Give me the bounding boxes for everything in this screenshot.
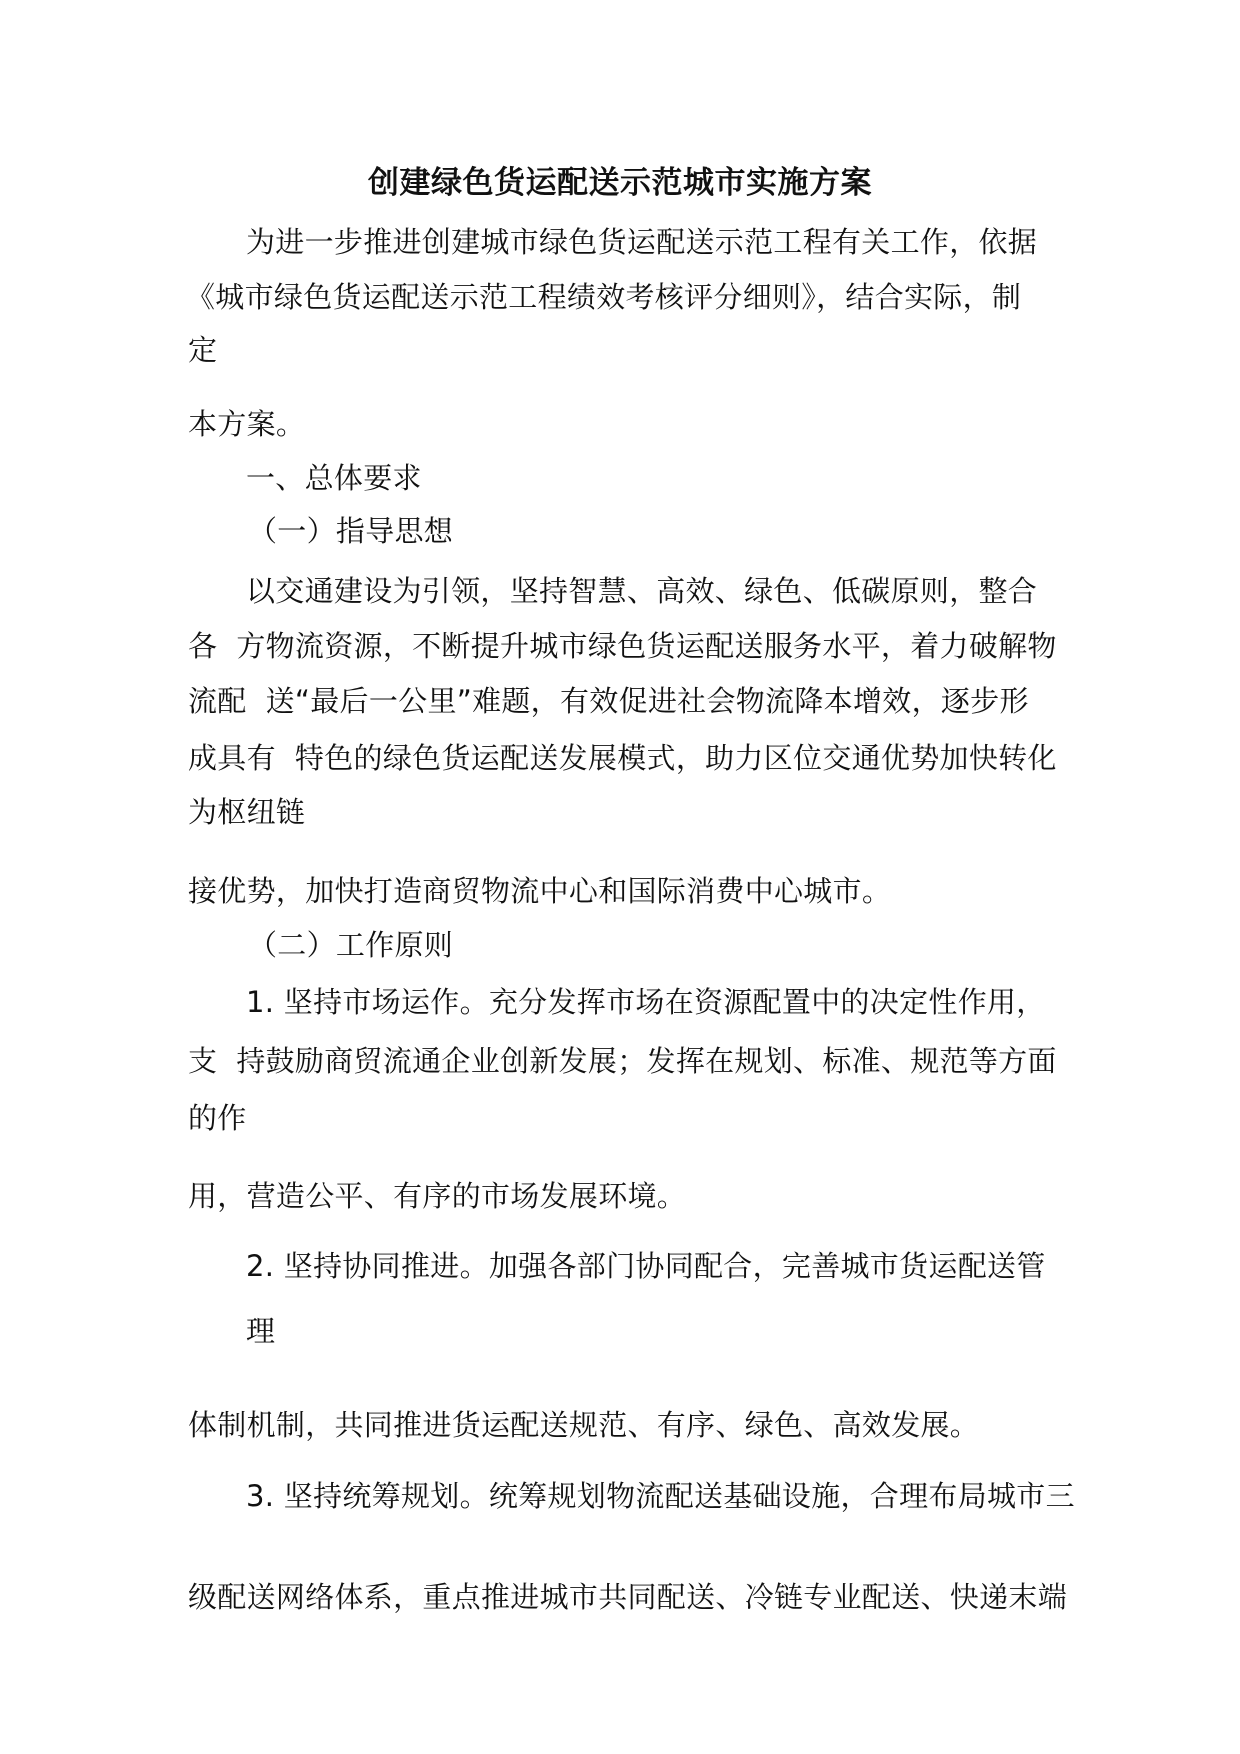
paragraph-line: 定 — [188, 333, 218, 367]
paragraph-line: 支 持鼓励商贸流通企业创新发展；发挥在规划、标准、规范等方面 — [188, 1044, 1057, 1078]
paragraph-line: 各 方物流资源，不断提升城市绿色货运配送服务水平，着力破解物 — [188, 629, 1057, 663]
paragraph-line: 3. 坚持统筹规划。统筹规划物流配送基础设施，合理布局城市三 — [246, 1479, 1075, 1513]
section-heading: 一、总体要求 — [246, 461, 422, 495]
paragraph-line: 体制机制，共同推进货运配送规范、有序、绿色、高效发展。 — [188, 1408, 980, 1442]
paragraph-line: 用，营造公平、有序的市场发展环境。 — [188, 1179, 687, 1213]
paragraph-line: 《城市绿色货运配送示范工程绩效考核评分细则》，结合实际，制 — [186, 280, 1022, 314]
paragraph-line: 以交通建设为引领，坚持智慧、高效、绿色、低碳原则，整合 — [246, 574, 1038, 608]
subsection-heading: （一）指导思想 — [248, 514, 454, 548]
paragraph-line: 流配 送“最后一公里”难题，有效促进社会物流降本增效，逐步形 — [188, 684, 1029, 718]
paragraph-line: 1. 坚持市场运作。充分发挥市场在资源配置中的决定性作用， — [246, 985, 1046, 1019]
document-title: 创建绿色货运配送示范城市实施方案 — [368, 165, 872, 201]
paragraph-line: 理 — [246, 1314, 276, 1348]
paragraph-line: 本方案。 — [188, 407, 306, 441]
paragraph-line: 为枢纽链 — [188, 795, 306, 829]
paragraph-line: 为进一步推进创建城市绿色货运配送示范工程有关工作，依据 — [246, 225, 1038, 259]
paragraph-line: 成具有 特色的绿色货运配送发展模式，助力区位交通优势加快转化 — [188, 741, 1057, 775]
paragraph-line: 2. 坚持协同推进。加强各部门协同配合，完善城市货运配送管 — [246, 1249, 1046, 1283]
paragraph-line: 级配送网络体系，重点推进城市共同配送、冷链专业配送、快递末端 — [188, 1580, 1068, 1614]
subsection-heading: （二）工作原则 — [248, 928, 454, 962]
paragraph-line: 接优势，加快打造商贸物流中心和国际消费中心城市。 — [188, 874, 892, 908]
paragraph-line: 的作 — [188, 1101, 247, 1135]
